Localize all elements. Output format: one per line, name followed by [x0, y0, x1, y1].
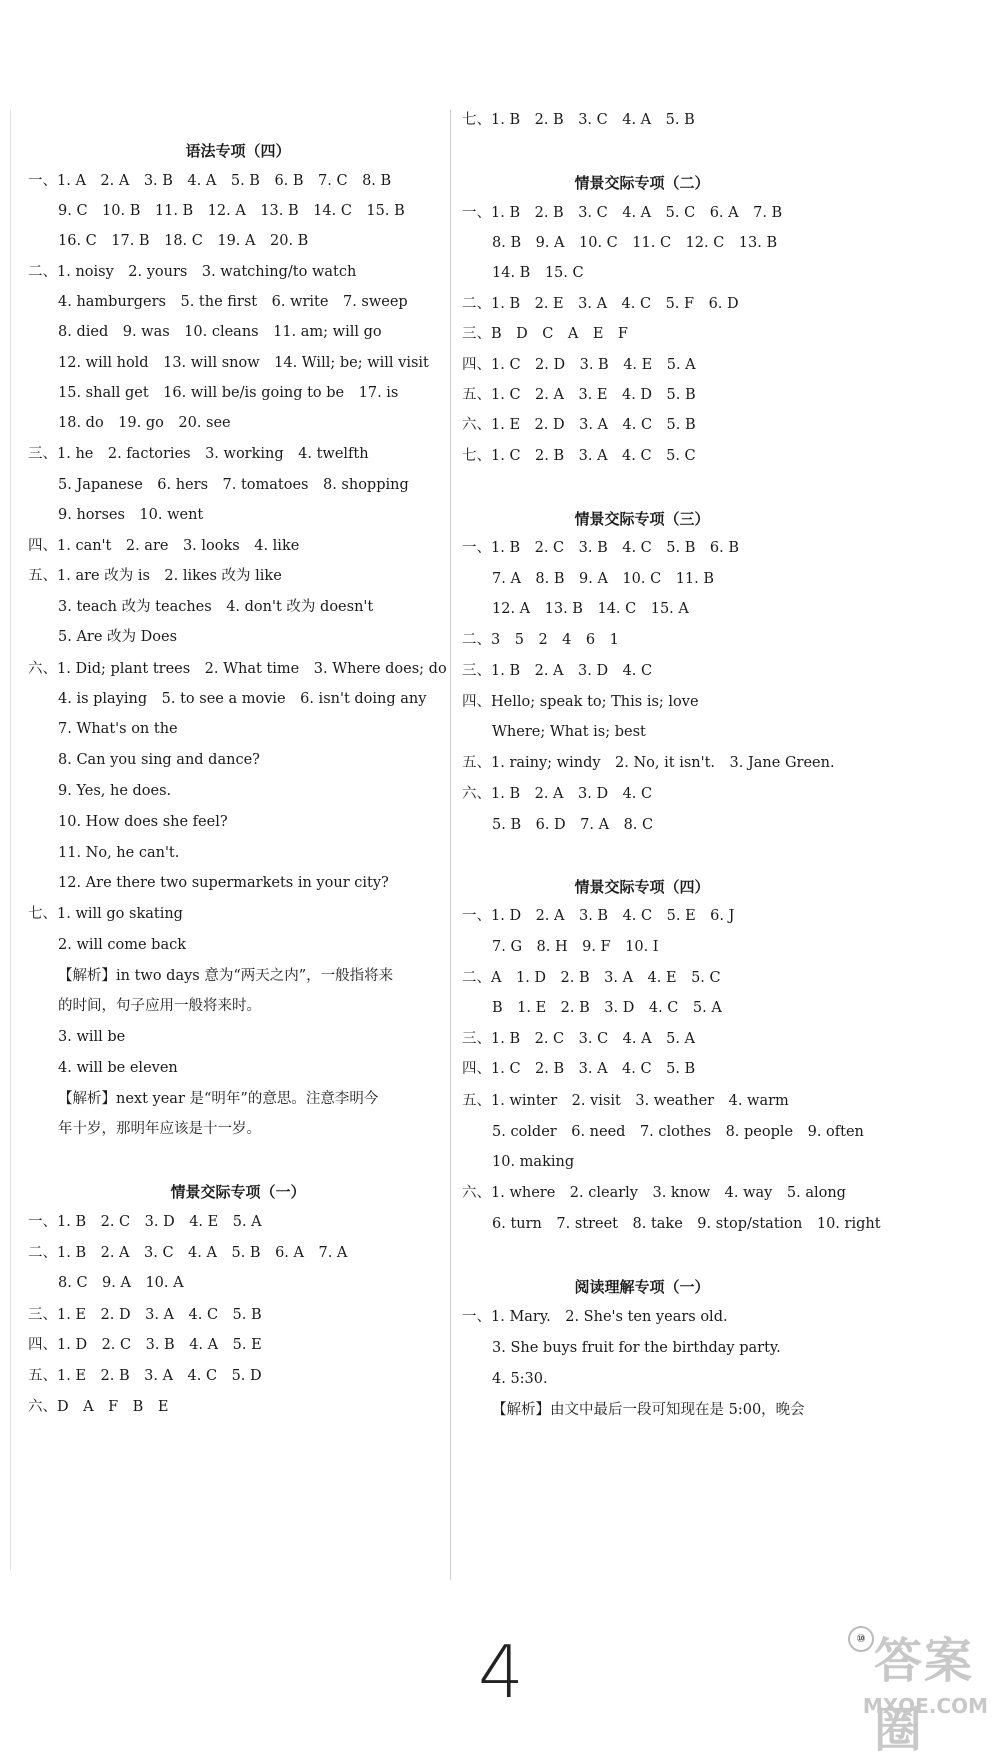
- answer-line: 三、1. B 2. C 3. C 4. A 5. A: [462, 1031, 696, 1047]
- answer-line: 7. What's on the: [58, 721, 178, 737]
- answer-line: 16. C 17. B 18. C 19. A 20. B: [58, 233, 309, 249]
- answer-line: 一、1. Mary. 2. She's ten years old.: [462, 1309, 728, 1325]
- answer-line: 10. making: [492, 1154, 575, 1170]
- answer-line: 七、1. B 2. B 3. C 4. A 5. B: [462, 112, 695, 128]
- answer-line: 四、1. C 2. D 3. B 4. E 5. A: [462, 357, 696, 373]
- answer-line: 三、1. he 2. factories 3. working 4. twelfth: [28, 446, 369, 462]
- answer-line: 六、1. B 2. A 3. D 4. C: [462, 786, 653, 802]
- answer-line: 一、1. B 2. B 3. C 4. A 5. C 6. A 7. B: [462, 205, 783, 221]
- answer-line: 3. will be: [58, 1029, 126, 1045]
- section-title-situational-4: 情景交际专项（四）: [574, 878, 710, 896]
- answer-line: 12. Are there two supermarkets in your city?: [58, 875, 389, 891]
- answer-line: 12. will hold 13. will snow 14. Will; be; will visit: [58, 355, 429, 371]
- answer-line: Where; What is; best: [492, 724, 646, 740]
- answer-line: 4. 5:30.: [492, 1371, 548, 1387]
- section-title-situational-3: 情景交际专项（三）: [574, 510, 710, 528]
- answer-line: 一、1. B 2. C 3. B 4. C 5. B 6. B: [462, 540, 739, 556]
- answer-line: 二、A 1. D 2. B 3. A 4. E 5. C: [462, 970, 721, 986]
- answer-line: B 1. E 2. B 3. D 4. C 5. A: [492, 1000, 722, 1016]
- section-title-situational-2: 情景交际专项（二）: [574, 174, 710, 192]
- answer-line: 5. Are 改为 Does: [58, 629, 178, 645]
- answer-line: 4. hamburgers 5. the first 6. write 7. sweep: [58, 294, 408, 310]
- answer-line: 12. A 13. B 14. C 15. A: [492, 601, 689, 617]
- answer-line: 三、1. B 2. A 3. D 4. C: [462, 663, 653, 679]
- answer-line: 8. C 9. A 10. A: [58, 1275, 184, 1291]
- analysis-note: 【解析】in two days 意为“两天之内”，一般指将来: [58, 968, 394, 984]
- section-title-reading-1: 阅读理解专项（一）: [574, 1278, 710, 1296]
- answer-line: 5. B 6. D 7. A 8. C: [492, 817, 654, 833]
- answer-line: 3. She buys fruit for the birthday party.: [492, 1340, 781, 1356]
- answer-line: 4. will be eleven: [58, 1060, 178, 1076]
- answer-line: 四、1. can't 2. are 3. looks 4. like: [28, 538, 300, 554]
- answer-line: 五、1. winter 2. visit 3. weather 4. warm: [462, 1093, 789, 1109]
- answer-line: 8. Can you sing and dance?: [58, 752, 260, 768]
- answer-line: 一、1. A 2. A 3. B 4. A 5. B 6. B 7. C 8. B: [28, 173, 392, 189]
- answer-line: 六、1. E 2. D 3. A 4. C 5. B: [462, 417, 696, 433]
- answer-line: 六、1. where 2. clearly 3. know 4. way 5. along: [462, 1185, 846, 1201]
- answer-line: 六、D A F B E: [28, 1399, 169, 1415]
- answer-line: 2. will come back: [58, 937, 187, 953]
- watermark-url: MXQE.COM: [862, 1694, 988, 1718]
- margin-rule: [10, 110, 11, 1570]
- answer-line: 3. teach 改为 teaches 4. don't 改为 doesn't: [58, 599, 374, 615]
- answer-line: 7. A 8. B 9. A 10. C 11. B: [492, 571, 715, 587]
- answer-line: 三、1. E 2. D 3. A 4. C 5. B: [28, 1307, 262, 1323]
- answer-line: 9. Yes, he does.: [58, 783, 172, 799]
- analysis-note: 【解析】next year 是“明年”的意思。注意李明今: [58, 1091, 379, 1107]
- answer-line: 二、1. B 2. E 3. A 4. C 5. F 6. D: [462, 296, 739, 312]
- answer-line: 五、1. C 2. A 3. E 4. D 5. B: [462, 387, 696, 403]
- answer-line: 18. do 19. go 20. see: [58, 415, 231, 431]
- answer-line: 7. G 8. H 9. F 10. I: [492, 939, 659, 955]
- answer-line: 5. Japanese 6. hers 7. tomatoes 8. shopping: [58, 477, 409, 493]
- analysis-note: 年十岁，那明年应该是十一岁。: [58, 1121, 261, 1137]
- answer-line: 10. How does she feel?: [58, 814, 228, 830]
- answer-line: 5. colder 6. need 7. clothes 8. people 9. often: [492, 1124, 864, 1140]
- answer-line: 6. turn 7. street 8. take 9. stop/station 10. right: [492, 1216, 881, 1232]
- handwritten-page-number: 4: [478, 1630, 524, 1714]
- answer-line: 五、1. rainy; windy 2. No, it isn't. 3. Jane Green.: [462, 755, 835, 771]
- answer-line: 四、1. C 2. B 3. A 4. C 5. B: [462, 1061, 696, 1077]
- answer-line: 七、1. C 2. B 3. A 4. C 5. C: [462, 448, 696, 464]
- answer-line: 七、1. will go skating: [28, 906, 183, 922]
- column-divider: [450, 110, 451, 1580]
- answer-line: 一、1. B 2. C 3. D 4. E 5. A: [28, 1214, 262, 1230]
- answer-line: 8. died 9. was 10. cleans 11. am; will go: [58, 324, 382, 340]
- analysis-note: 【解析】由文中最后一段可知现在是 5:00，晚会: [492, 1402, 805, 1418]
- watermark-text: 答案圈: [874, 1633, 975, 1758]
- answer-line: 9. horses 10. went: [58, 507, 204, 523]
- answer-line: 六、1. Did; plant trees 2. What time 3. Where does; do: [28, 661, 447, 677]
- watermark-logo: [848, 1622, 988, 1758]
- section-title-grammar-4: 语法专项（四）: [185, 142, 291, 160]
- answer-line: 二、3 5 2 4 6 1: [462, 632, 619, 648]
- answer-line: 15. shall get 16. will be/is going to be 17. is: [58, 385, 399, 401]
- analysis-note: 的时间，句子应用一般将来时。: [58, 998, 261, 1014]
- answer-line: 三、B D C A E F: [462, 326, 628, 342]
- answer-line: 11. No, he can't.: [58, 845, 180, 861]
- section-title-situational-1: 情景交际专项（一）: [170, 1183, 306, 1201]
- badge-icon: ⑩: [848, 1626, 874, 1652]
- answer-line: 4. is playing 5. to see a movie 6. isn't doing any: [58, 691, 427, 707]
- answer-line: 五、1. E 2. B 3. A 4. C 5. D: [28, 1368, 262, 1384]
- answer-line: 二、1. B 2. A 3. C 4. A 5. B 6. A 7. A: [28, 1245, 348, 1261]
- answer-line: 四、1. D 2. C 3. B 4. A 5. E: [28, 1337, 262, 1353]
- answer-line: 9. C 10. B 11. B 12. A 13. B 14. C 15. B: [58, 203, 405, 219]
- answer-line: 一、1. D 2. A 3. B 4. C 5. E 6. J: [462, 908, 735, 924]
- answer-line: 14. B 15. C: [492, 265, 584, 281]
- answer-line: 五、1. are 改为 is 2. likes 改为 like: [28, 568, 282, 584]
- answer-line: 四、Hello; speak to; This is; love: [462, 694, 699, 710]
- answer-line: 二、1. noisy 2. yours 3. watching/to watch: [28, 264, 357, 280]
- answer-line: 8. B 9. A 10. C 11. C 12. C 13. B: [492, 235, 778, 251]
